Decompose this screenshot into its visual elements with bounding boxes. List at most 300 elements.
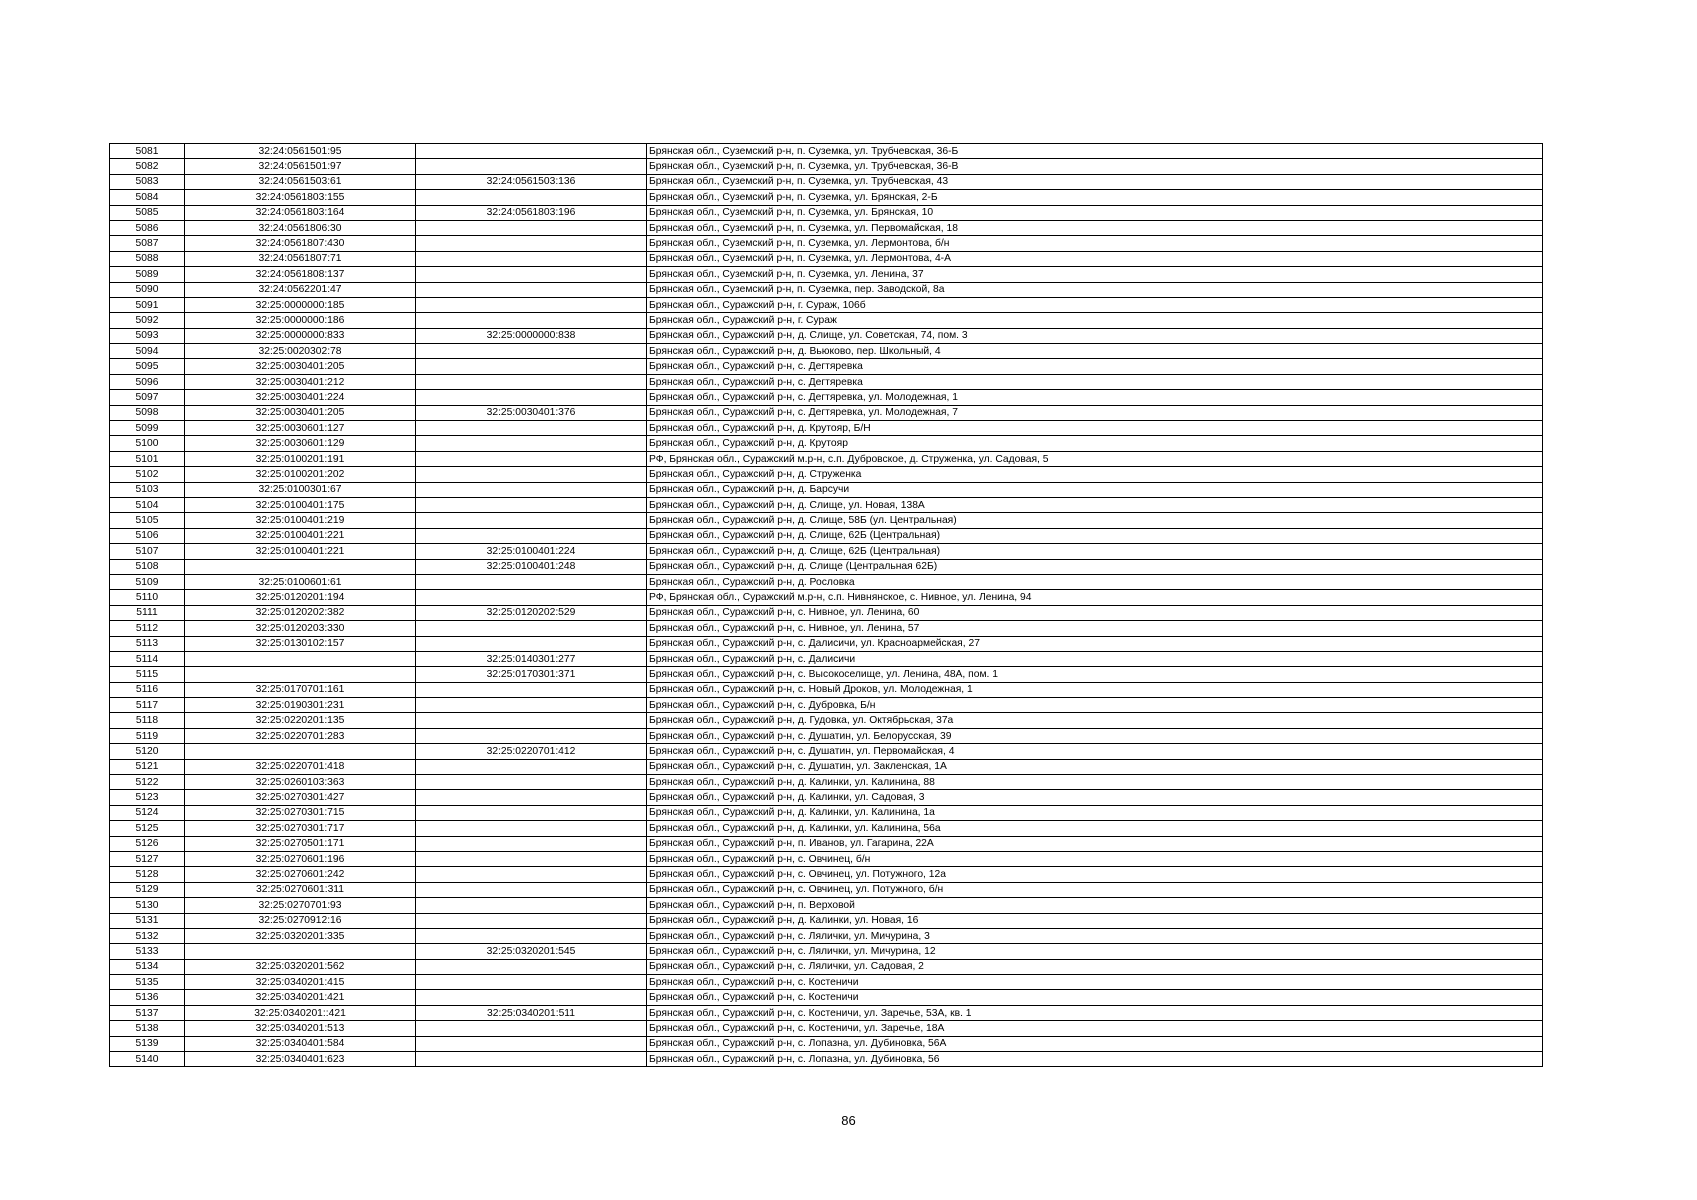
row-number-cell: 5121 <box>110 759 185 774</box>
table-row <box>110 621 1543 636</box>
cadastral-number-cell: 32:25:0270601:311 <box>185 882 416 897</box>
related-cadastral-number-cell: 32:25:0140301:277 <box>416 651 647 666</box>
related-cadastral-number-cell: 32:25:0170301:371 <box>416 667 647 682</box>
table-row <box>110 1052 1543 1067</box>
row-number-cell: 5083 <box>110 174 185 189</box>
cadastral-number-cell: 32:25:0190301:231 <box>185 698 416 713</box>
cadastral-number-cell: 32:25:0000000:185 <box>185 297 416 312</box>
related-cadastral-number-cell <box>416 220 647 235</box>
row-number-cell: 5134 <box>110 959 185 974</box>
cadastral-number-cell: 32:25:0100301:67 <box>185 482 416 497</box>
address-cell: Брянская обл., Суземский р-н, п. Суземка, ул. Ленина, 37 <box>647 267 1543 282</box>
address-cell: Брянская обл., Суражский р-н, с. Костеничи <box>647 990 1543 1005</box>
table-row <box>110 174 1543 189</box>
table-row <box>110 467 1543 482</box>
row-number-cell: 5102 <box>110 467 185 482</box>
table-row <box>110 975 1543 990</box>
address-cell: Брянская обл., Суражский р-н, с. Дегтяревка <box>647 374 1543 389</box>
cadastral-number-cell: 32:25:0340201:421 <box>185 990 416 1005</box>
table-row <box>110 698 1543 713</box>
row-number-cell: 5136 <box>110 990 185 1005</box>
address-cell: Брянская обл., Суражский р-н, с. Лялички, ул. Садовая, 2 <box>647 959 1543 974</box>
row-number-cell: 5111 <box>110 605 185 620</box>
cadastral-number-cell: 32:25:0340201::421 <box>185 1005 416 1020</box>
address-cell: Брянская обл., Суражский р-н, с. Дегтяревка <box>647 359 1543 374</box>
row-number-cell: 5101 <box>110 451 185 466</box>
row-number-cell: 5116 <box>110 682 185 697</box>
related-cadastral-number-cell: 32:24:0561803:196 <box>416 205 647 220</box>
table-row <box>110 867 1543 882</box>
address-cell: Брянская обл., Суземский р-н, п. Суземка, ул. Первомайская, 18 <box>647 220 1543 235</box>
table-row <box>110 790 1543 805</box>
table-row <box>110 744 1543 759</box>
related-cadastral-number-cell <box>416 374 647 389</box>
address-cell: Брянская обл., Суражский р-н, с. Далисичи <box>647 651 1543 666</box>
related-cadastral-number-cell <box>416 359 647 374</box>
cadastral-number-cell: 32:25:0030401:205 <box>185 405 416 420</box>
table-row <box>110 928 1543 943</box>
address-cell: Брянская обл., Суражский р-н, с. Далисичи, ул. Красноармейская, 27 <box>647 636 1543 651</box>
row-number-cell: 5082 <box>110 159 185 174</box>
cadastral-number-cell: 32:24:0561803:164 <box>185 205 416 220</box>
related-cadastral-number-cell <box>416 805 647 820</box>
address-cell: Брянская обл., Суражский р-н, д. Калинки, ул. Калинина, 56а <box>647 821 1543 836</box>
row-number-cell: 5114 <box>110 651 185 666</box>
address-cell: Брянская обл., Суражский р-н, с. Душатин, ул. Закленская, 1А <box>647 759 1543 774</box>
cadastral-number-cell: 32:25:0030401:224 <box>185 390 416 405</box>
related-cadastral-number-cell <box>416 267 647 282</box>
related-cadastral-number-cell <box>416 313 647 328</box>
table-row <box>110 728 1543 743</box>
cadastral-number-cell: 32:25:0270601:196 <box>185 851 416 866</box>
table-row <box>110 205 1543 220</box>
table-row <box>110 821 1543 836</box>
row-number-cell: 5106 <box>110 528 185 543</box>
row-number-cell: 5107 <box>110 544 185 559</box>
row-number-cell: 5120 <box>110 744 185 759</box>
row-number-cell: 5128 <box>110 867 185 882</box>
address-cell: Брянская обл., Суземский р-н, п. Суземка, ул. Трубчевская, 43 <box>647 174 1543 189</box>
cadastral-number-cell: 32:25:0130102:157 <box>185 636 416 651</box>
table-row <box>110 220 1543 235</box>
table-row <box>110 836 1543 851</box>
cadastral-number-cell: 32:25:0100201:202 <box>185 467 416 482</box>
table-row <box>110 805 1543 820</box>
row-number-cell: 5112 <box>110 621 185 636</box>
row-number-cell: 5122 <box>110 775 185 790</box>
address-cell: РФ, Брянская обл., Суражский м.р-н, с.п. Дубровское, д. Струженка, ул. Садовая, 5 <box>647 451 1543 466</box>
row-number-cell: 5103 <box>110 482 185 497</box>
row-number-cell: 5110 <box>110 590 185 605</box>
related-cadastral-number-cell <box>416 759 647 774</box>
address-cell: Брянская обл., Суражский р-н, с. Овчинец, ул. Потужного, 12а <box>647 867 1543 882</box>
related-cadastral-number-cell <box>416 590 647 605</box>
table-row <box>110 1005 1543 1020</box>
table-row <box>110 513 1543 528</box>
related-cadastral-number-cell: 32:25:0120202:529 <box>416 605 647 620</box>
address-cell: Брянская обл., Суражский р-н, с. Костеничи <box>647 975 1543 990</box>
table-row <box>110 421 1543 436</box>
address-cell: Брянская обл., Суражский р-н, с. Лопазна, ул. Дубиновка, 56 <box>647 1052 1543 1067</box>
address-cell: Брянская обл., Суражский р-н, с. Дегтяревка, ул. Молодежная, 1 <box>647 390 1543 405</box>
row-number-cell: 5086 <box>110 220 185 235</box>
related-cadastral-number-cell <box>416 790 647 805</box>
row-number-cell: 5137 <box>110 1005 185 1020</box>
cadastral-number-cell: 32:25:0030601:127 <box>185 421 416 436</box>
row-number-cell: 5085 <box>110 205 185 220</box>
table-row <box>110 851 1543 866</box>
cadastral-number-cell: 32:24:0562201:47 <box>185 282 416 297</box>
related-cadastral-number-cell <box>416 867 647 882</box>
related-cadastral-number-cell <box>416 297 647 312</box>
address-cell: Брянская обл., Суражский р-н, г. Сураж <box>647 313 1543 328</box>
page-number: 86 <box>841 1113 856 1128</box>
cadastral-number-cell: 32:25:0030401:205 <box>185 359 416 374</box>
address-cell: Брянская обл., Суражский р-н, д. Барсучи <box>647 482 1543 497</box>
row-number-cell: 5104 <box>110 497 185 512</box>
address-cell: Брянская обл., Суражский р-н, д. Вьюково, пер. Школьный, 4 <box>647 344 1543 359</box>
table-row <box>110 528 1543 543</box>
address-cell: Брянская обл., Суражский р-н, д. Слище (Центральная 62Б) <box>647 559 1543 574</box>
row-number-cell: 5123 <box>110 790 185 805</box>
address-cell: Брянская обл., Суражский р-н, г. Сураж, 106б <box>647 297 1543 312</box>
address-cell: Брянская обл., Суражский р-н, с. Нивное, ул. Ленина, 57 <box>647 621 1543 636</box>
related-cadastral-number-cell: 32:25:0000000:838 <box>416 328 647 343</box>
cadastral-number-cell: 32:25:0000000:833 <box>185 328 416 343</box>
related-cadastral-number-cell: 32:25:0100401:224 <box>416 544 647 559</box>
cadastral-number-cell: 32:25:0270301:427 <box>185 790 416 805</box>
cadastral-number-cell: 32:25:0270601:242 <box>185 867 416 882</box>
address-cell: Брянская обл., Суражский р-н, д. Рословка <box>647 574 1543 589</box>
row-number-cell: 5081 <box>110 144 185 159</box>
related-cadastral-number-cell <box>416 344 647 359</box>
cadastral-number-cell: 32:25:0120203:330 <box>185 621 416 636</box>
cadastral-number-cell <box>185 651 416 666</box>
row-number-cell: 5092 <box>110 313 185 328</box>
address-cell: РФ, Брянская обл., Суражский м.р-н, с.п. Нивнянское, с. Нивное, ул. Ленина, 94 <box>647 590 1543 605</box>
related-cadastral-number-cell <box>416 959 647 974</box>
related-cadastral-number-cell: 32:24:0561503:136 <box>416 174 647 189</box>
row-number-cell: 5089 <box>110 267 185 282</box>
cadastral-number-cell: 32:25:0320201:335 <box>185 928 416 943</box>
row-number-cell: 5139 <box>110 1036 185 1051</box>
table-row <box>110 190 1543 205</box>
table-row <box>110 990 1543 1005</box>
related-cadastral-number-cell <box>416 975 647 990</box>
row-number-cell: 5093 <box>110 328 185 343</box>
table-row <box>110 559 1543 574</box>
row-number-cell: 5096 <box>110 374 185 389</box>
row-number-cell: 5100 <box>110 436 185 451</box>
row-number-cell: 5131 <box>110 913 185 928</box>
related-cadastral-number-cell <box>416 928 647 943</box>
related-cadastral-number-cell <box>416 882 647 897</box>
table-row <box>110 913 1543 928</box>
row-number-cell: 5135 <box>110 975 185 990</box>
address-cell: Брянская обл., Суражский р-н, с. Высокоселище, ул. Ленина, 48А, пом. 1 <box>647 667 1543 682</box>
related-cadastral-number-cell: 32:25:0340201:511 <box>416 1005 647 1020</box>
table-row <box>110 328 1543 343</box>
related-cadastral-number-cell <box>416 775 647 790</box>
related-cadastral-number-cell <box>416 913 647 928</box>
cadastral-number-cell: 32:25:0100601:61 <box>185 574 416 589</box>
cadastral-number-cell <box>185 744 416 759</box>
related-cadastral-number-cell <box>416 1021 647 1036</box>
related-cadastral-number-cell <box>416 421 647 436</box>
address-cell: Брянская обл., Суражский р-н, с. Лопазна, ул. Дубиновка, 56А <box>647 1036 1543 1051</box>
row-number-cell: 5097 <box>110 390 185 405</box>
address-cell: Брянская обл., Суражский р-н, п. Иванов, ул. Гагарина, 22А <box>647 836 1543 851</box>
cadastral-number-cell: 32:25:0320201:562 <box>185 959 416 974</box>
table-row <box>110 605 1543 620</box>
address-cell: Брянская обл., Суражский р-н, д. Слище, 58Б (ул. Центральная) <box>647 513 1543 528</box>
address-cell: Брянская обл., Суражский р-н, д. Струженка <box>647 467 1543 482</box>
related-cadastral-number-cell <box>416 482 647 497</box>
table-row <box>110 713 1543 728</box>
cadastral-number-cell: 32:24:0561501:97 <box>185 159 416 174</box>
table-row <box>110 144 1543 159</box>
cadastral-number-cell: 32:25:0030601:129 <box>185 436 416 451</box>
row-number-cell: 5127 <box>110 851 185 866</box>
cadastral-number-cell: 32:24:0561803:155 <box>185 190 416 205</box>
related-cadastral-number-cell <box>416 713 647 728</box>
cadastral-number-cell: 32:25:0100401:175 <box>185 497 416 512</box>
table-row <box>110 959 1543 974</box>
row-number-cell: 5095 <box>110 359 185 374</box>
address-cell: Брянская обл., Суражский р-н, д. Крутояр, Б/Н <box>647 421 1543 436</box>
related-cadastral-number-cell <box>416 636 647 651</box>
table-row <box>110 1036 1543 1051</box>
table-row <box>110 651 1543 666</box>
registry-table <box>109 143 1543 1067</box>
cadastral-number-cell: 32:25:0100401:221 <box>185 528 416 543</box>
related-cadastral-number-cell <box>416 497 647 512</box>
cadastral-number-cell: 32:25:0100201:191 <box>185 451 416 466</box>
row-number-cell: 5108 <box>110 559 185 574</box>
row-number-cell: 5119 <box>110 728 185 743</box>
cadastral-number-cell: 32:24:0561503:61 <box>185 174 416 189</box>
related-cadastral-number-cell <box>416 574 647 589</box>
cadastral-number-cell: 32:25:0340201:513 <box>185 1021 416 1036</box>
related-cadastral-number-cell <box>416 159 647 174</box>
table-row <box>110 482 1543 497</box>
table-row <box>110 544 1543 559</box>
cadastral-number-cell: 32:25:0170701:161 <box>185 682 416 697</box>
address-cell: Брянская обл., Суражский р-н, с. Лялички, ул. Мичурина, 3 <box>647 928 1543 943</box>
row-number-cell: 5105 <box>110 513 185 528</box>
cadastral-number-cell: 32:25:0260103:363 <box>185 775 416 790</box>
row-number-cell: 5117 <box>110 698 185 713</box>
address-cell: Брянская обл., Суражский р-н, д. Слище, 62Б (Центральная) <box>647 528 1543 543</box>
table-row <box>110 159 1543 174</box>
row-number-cell: 5091 <box>110 297 185 312</box>
address-cell: Брянская обл., Суражский р-н, с. Лялички, ул. Мичурина, 12 <box>647 944 1543 959</box>
related-cadastral-number-cell <box>416 251 647 266</box>
related-cadastral-number-cell <box>416 528 647 543</box>
table-row <box>110 451 1543 466</box>
related-cadastral-number-cell <box>416 190 647 205</box>
row-number-cell: 5099 <box>110 421 185 436</box>
table-row <box>110 282 1543 297</box>
cadastral-number-cell: 32:25:0340401:584 <box>185 1036 416 1051</box>
table-row <box>110 590 1543 605</box>
related-cadastral-number-cell: 32:25:0320201:545 <box>416 944 647 959</box>
related-cadastral-number-cell: 32:25:0220701:412 <box>416 744 647 759</box>
related-cadastral-number-cell <box>416 621 647 636</box>
table-row <box>110 497 1543 512</box>
row-number-cell: 5088 <box>110 251 185 266</box>
table-row <box>110 359 1543 374</box>
table-row <box>110 374 1543 389</box>
cadastral-number-cell: 32:25:0020302:78 <box>185 344 416 359</box>
address-cell: Брянская обл., Суземский р-н, п. Суземка, ул. Трубчевская, 36-Б <box>647 144 1543 159</box>
cadastral-number-cell: 32:24:0561808:137 <box>185 267 416 282</box>
related-cadastral-number-cell <box>416 698 647 713</box>
cadastral-number-cell: 32:25:0270301:715 <box>185 805 416 820</box>
address-cell: Брянская обл., Суражский р-н, д. Калинки, ул. Садовая, 3 <box>647 790 1543 805</box>
related-cadastral-number-cell <box>416 144 647 159</box>
table-row <box>110 682 1543 697</box>
row-number-cell: 5084 <box>110 190 185 205</box>
address-cell: Брянская обл., Суземский р-н, п. Суземка, ул. Брянская, 10 <box>647 205 1543 220</box>
row-number-cell: 5098 <box>110 405 185 420</box>
address-cell: Брянская обл., Суземский р-н, п. Суземка, ул. Лермонтова, 4-А <box>647 251 1543 266</box>
address-cell: Брянская обл., Суземский р-н, п. Суземка, пер. Заводской, 8а <box>647 282 1543 297</box>
related-cadastral-number-cell <box>416 467 647 482</box>
related-cadastral-number-cell <box>416 1052 647 1067</box>
row-number-cell: 5129 <box>110 882 185 897</box>
related-cadastral-number-cell <box>416 513 647 528</box>
row-number-cell: 5118 <box>110 713 185 728</box>
address-cell: Брянская обл., Суражский р-н, с. Костеничи, ул. Заречье, 18А <box>647 1021 1543 1036</box>
related-cadastral-number-cell <box>416 898 647 913</box>
related-cadastral-number-cell <box>416 990 647 1005</box>
related-cadastral-number-cell <box>416 728 647 743</box>
cadastral-number-cell <box>185 667 416 682</box>
cadastral-number-cell: 32:25:0030401:212 <box>185 374 416 389</box>
cadastral-number-cell: 32:25:0270301:717 <box>185 821 416 836</box>
address-cell: Брянская обл., Суражский р-н, с. Овчинец, ул. Потужного, б/н <box>647 882 1543 897</box>
cadastral-number-cell: 32:25:0220701:418 <box>185 759 416 774</box>
cadastral-number-cell: 32:24:0561807:71 <box>185 251 416 266</box>
table-row <box>110 759 1543 774</box>
cadastral-number-cell: 32:25:0340201:415 <box>185 975 416 990</box>
address-cell: Брянская обл., Суражский р-н, д. Калинки, ул. Калинина, 88 <box>647 775 1543 790</box>
address-cell: Брянская обл., Суражский р-н, с. Дегтяревка, ул. Молодежная, 7 <box>647 405 1543 420</box>
address-cell: Брянская обл., Суземский р-н, п. Суземка, ул. Трубчевская, 36-В <box>647 159 1543 174</box>
address-cell: Брянская обл., Суражский р-н, с. Душатин, ул. Первомайская, 4 <box>647 744 1543 759</box>
row-number-cell: 5140 <box>110 1052 185 1067</box>
cadastral-number-cell: 32:25:0270501:171 <box>185 836 416 851</box>
table-row <box>110 667 1543 682</box>
table-row <box>110 236 1543 251</box>
cadastral-number-cell: 32:24:0561807:430 <box>185 236 416 251</box>
table-row <box>110 390 1543 405</box>
row-number-cell: 5094 <box>110 344 185 359</box>
address-cell: Брянская обл., Суражский р-н, д. Слище, ул. Новая, 138А <box>647 497 1543 512</box>
table-row <box>110 267 1543 282</box>
row-number-cell: 5132 <box>110 928 185 943</box>
table-row <box>110 405 1543 420</box>
related-cadastral-number-cell: 32:25:0100401:248 <box>416 559 647 574</box>
related-cadastral-number-cell <box>416 851 647 866</box>
address-cell: Брянская обл., Суражский р-н, д. Калинки, ул. Калинина, 1а <box>647 805 1543 820</box>
row-number-cell: 5109 <box>110 574 185 589</box>
cadastral-number-cell <box>185 559 416 574</box>
related-cadastral-number-cell <box>416 436 647 451</box>
address-cell: Брянская обл., Суземский р-н, п. Суземка, ул. Брянская, 2-Б <box>647 190 1543 205</box>
cadastral-number-cell: 32:24:0561501:95 <box>185 144 416 159</box>
cadastral-number-cell: 32:25:0270912:16 <box>185 913 416 928</box>
cadastral-number-cell: 32:25:0220201:135 <box>185 713 416 728</box>
related-cadastral-number-cell <box>416 390 647 405</box>
address-cell: Брянская обл., Суземский р-н, п. Суземка, ул. Лермонтова, б/н <box>647 236 1543 251</box>
address-cell: Брянская обл., Суражский р-н, д. Слище, 62Б (Центральная) <box>647 544 1543 559</box>
table-row <box>110 344 1543 359</box>
table-row <box>110 574 1543 589</box>
related-cadastral-number-cell <box>416 821 647 836</box>
cadastral-number-cell <box>185 944 416 959</box>
row-number-cell: 5126 <box>110 836 185 851</box>
registry-table-body <box>110 144 1543 1067</box>
related-cadastral-number-cell: 32:25:0030401:376 <box>416 405 647 420</box>
table-row <box>110 436 1543 451</box>
address-cell: Брянская обл., Суражский р-н, д. Гудовка, ул. Октябрьская, 37а <box>647 713 1543 728</box>
table-row <box>110 775 1543 790</box>
table-row <box>110 882 1543 897</box>
table-row <box>110 313 1543 328</box>
table-row <box>110 944 1543 959</box>
cadastral-number-cell: 32:25:0100401:219 <box>185 513 416 528</box>
table-row <box>110 251 1543 266</box>
cadastral-number-cell: 32:25:0100401:221 <box>185 544 416 559</box>
row-number-cell: 5124 <box>110 805 185 820</box>
address-cell: Брянская обл., Суражский р-н, д. Крутояр <box>647 436 1543 451</box>
related-cadastral-number-cell <box>416 236 647 251</box>
address-cell: Брянская обл., Суражский р-н, д. Слище, ул. Советская, 74, пом. 3 <box>647 328 1543 343</box>
cadastral-number-cell: 32:25:0120201:194 <box>185 590 416 605</box>
row-number-cell: 5138 <box>110 1021 185 1036</box>
related-cadastral-number-cell <box>416 282 647 297</box>
address-cell: Брянская обл., Суражский р-н, п. Верховой <box>647 898 1543 913</box>
related-cadastral-number-cell <box>416 1036 647 1051</box>
table-row <box>110 898 1543 913</box>
address-cell: Брянская обл., Суражский р-н, с. Костеничи, ул. Заречье, 53А, кв. 1 <box>647 1005 1543 1020</box>
cadastral-number-cell: 32:24:0561806:30 <box>185 220 416 235</box>
address-cell: Брянская обл., Суражский р-н, с. Дубровка, Б/н <box>647 698 1543 713</box>
row-number-cell: 5133 <box>110 944 185 959</box>
row-number-cell: 5130 <box>110 898 185 913</box>
address-cell: Брянская обл., Суражский р-н, с. Душатин, ул. Белорусская, 39 <box>647 728 1543 743</box>
cadastral-number-cell: 32:25:0270701:93 <box>185 898 416 913</box>
address-cell: Брянская обл., Суражский р-н, с. Овчинец, б/н <box>647 851 1543 866</box>
cadastral-number-cell: 32:25:0120202:382 <box>185 605 416 620</box>
related-cadastral-number-cell <box>416 451 647 466</box>
related-cadastral-number-cell <box>416 682 647 697</box>
row-number-cell: 5125 <box>110 821 185 836</box>
row-number-cell: 5087 <box>110 236 185 251</box>
address-cell: Брянская обл., Суражский р-н, с. Нивное, ул. Ленина, 60 <box>647 605 1543 620</box>
cadastral-number-cell: 32:25:0220701:283 <box>185 728 416 743</box>
cadastral-number-cell: 32:25:0000000:186 <box>185 313 416 328</box>
row-number-cell: 5115 <box>110 667 185 682</box>
table-row <box>110 297 1543 312</box>
cadastral-number-cell: 32:25:0340401:623 <box>185 1052 416 1067</box>
address-cell: Брянская обл., Суражский р-н, д. Калинки, ул. Новая, 16 <box>647 913 1543 928</box>
table-row <box>110 636 1543 651</box>
row-number-cell: 5113 <box>110 636 185 651</box>
table-row <box>110 1021 1543 1036</box>
